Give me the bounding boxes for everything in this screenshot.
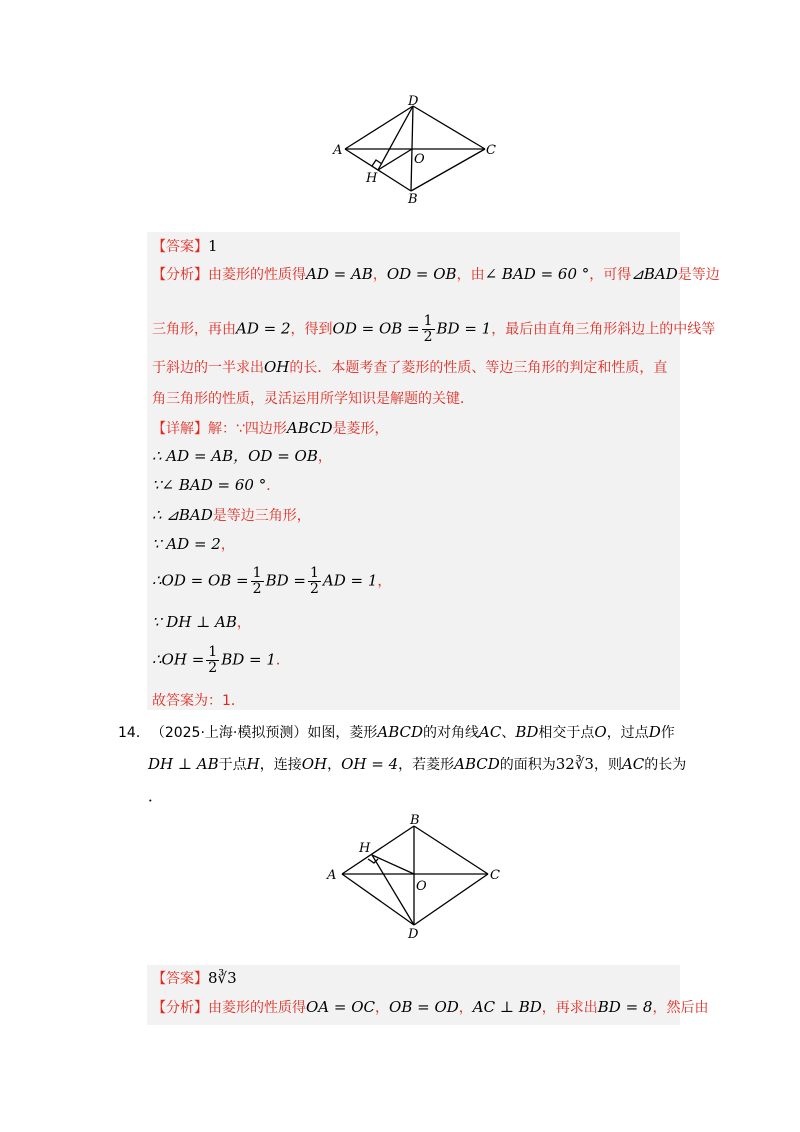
math: 32∛3 — [555, 755, 594, 773]
text: （2025·上海·模拟预测）如图，菱形 — [157, 725, 378, 741]
fig1-label-d: D — [408, 94, 419, 109]
text: 由菱形的性质得 — [208, 267, 306, 283]
text: 角三角形的性质，灵活运用所学知识是解题的关键． — [152, 391, 474, 407]
math: O — [594, 723, 607, 741]
final-answer-line — [152, 690, 245, 711]
detail-line-7 — [152, 612, 251, 633]
math: D — [648, 723, 661, 741]
numerator: 1 — [423, 313, 433, 329]
math: ∴OD = OB = — [152, 571, 249, 590]
detail-line-4 — [152, 505, 311, 526]
denominator: 2 — [252, 581, 262, 597]
answer-line-2 — [152, 968, 237, 989]
detail-line-5 — [152, 534, 235, 555]
fig1-label-a: A — [333, 143, 343, 158]
text: ，再求出 — [541, 1000, 598, 1016]
denominator: 2 — [208, 660, 218, 676]
text: ． — [148, 787, 164, 805]
analysis-tag: 【分析】 — [152, 267, 208, 283]
text: ． — [275, 652, 290, 669]
math: ∵ AD = 2 — [152, 535, 221, 553]
text: 故答案为：1． — [152, 693, 245, 709]
math: ∵ DH ⊥ AB — [152, 613, 237, 631]
text: ， — [375, 1000, 390, 1016]
text: ，若菱形 — [398, 757, 455, 773]
math: OB = OD — [389, 998, 459, 1016]
math: ABCD — [377, 723, 423, 741]
math: BD = 1 — [436, 319, 492, 338]
math: ∴OH = — [152, 650, 205, 669]
text: ，则 — [593, 757, 622, 773]
question-14-line-1 — [118, 722, 675, 743]
analysis-tag-2: 【分析】 — [152, 1000, 208, 1016]
fraction — [206, 645, 219, 676]
answer-tag-2: 【答案】 — [152, 971, 208, 987]
math: ⊿BAD — [631, 265, 678, 283]
numerator: 1 — [309, 565, 319, 581]
text: ，连接 — [259, 757, 302, 773]
text: 的面积为 — [499, 757, 556, 773]
analysis-line-2 — [152, 314, 715, 345]
answer-value: 1 — [208, 237, 218, 255]
text: ，最后由直角三角形斜边上的中线等 — [491, 321, 716, 338]
text: 的长为 — [644, 757, 687, 773]
detail-line-2 — [152, 446, 332, 467]
fig1-label-h: H — [366, 171, 378, 186]
numerator: 1 — [208, 644, 218, 660]
math: ∠ BAD = 60 ° — [484, 265, 590, 283]
math: AD = AB — [306, 265, 373, 283]
math: AD = 1 — [322, 571, 378, 590]
text: 由菱形的性质得 — [208, 1000, 306, 1016]
text: ， — [317, 449, 332, 465]
math: OH — [264, 358, 290, 376]
math: OH — [301, 755, 328, 773]
analysis-line-3 — [152, 357, 667, 378]
numerator: 1 — [252, 565, 262, 581]
fig1-label-c: C — [486, 143, 496, 158]
text: 三角形，再由 — [152, 321, 236, 338]
math: AC — [621, 755, 645, 773]
math: BD = 8 — [597, 998, 653, 1016]
text: 、 — [501, 725, 516, 741]
text: ， — [236, 615, 251, 631]
text: 于点 — [218, 757, 247, 773]
answer-panel-1 — [147, 232, 680, 710]
text: ， — [220, 537, 235, 553]
fig2-label-d: D — [408, 927, 419, 942]
denominator: 2 — [309, 581, 319, 597]
detail-line-8 — [152, 645, 290, 676]
math: BD = 1 — [221, 650, 276, 669]
fraction — [251, 566, 264, 597]
question-number: 14． — [118, 725, 150, 741]
text: 是等边三角形， — [212, 508, 311, 524]
text: 解：∵四边形 — [208, 421, 287, 437]
math: OD = OB — [386, 265, 457, 283]
text: ， — [458, 1000, 473, 1016]
detail-line-3 — [152, 475, 280, 496]
text: ，可得 — [589, 267, 632, 283]
analysis-line-1 — [152, 264, 720, 285]
math: AC ⊥ BD — [472, 998, 542, 1016]
fig2-label-c: C — [490, 868, 500, 883]
math: H — [246, 755, 260, 773]
analysis-line-4 — [152, 388, 474, 409]
fig1-label-o: O — [414, 152, 425, 167]
math: OH = 4 — [341, 755, 399, 773]
rhombus-figure-2 — [322, 810, 512, 942]
math: ∵∠ BAD = 60 ° — [152, 476, 267, 494]
detail-line-1 — [152, 418, 389, 439]
math: ABCD — [286, 419, 333, 437]
math: ∴ ⊿BAD — [152, 506, 213, 524]
detail-tag: 【详解】 — [152, 421, 208, 437]
rhombus-figure-1 — [330, 92, 500, 207]
question-14-line-3 — [148, 786, 163, 806]
math: BD — [515, 723, 539, 741]
math: AC — [479, 723, 502, 741]
analysis-line-q14 — [152, 997, 708, 1018]
text: ， — [327, 757, 342, 773]
text: 是等边 — [677, 267, 720, 283]
denominator: 2 — [423, 329, 433, 345]
fig2-label-b: B — [410, 813, 420, 828]
fraction — [308, 566, 321, 597]
fig2-label-o: O — [416, 879, 427, 894]
math: OD = OB = — [332, 319, 420, 338]
text: 的长．本题考查了菱形的性质、等边三角形的判定和性质，直 — [289, 360, 668, 376]
text: 是菱形， — [332, 421, 389, 437]
math: BD = — [265, 571, 306, 590]
text: ． — [266, 478, 281, 494]
detail-line-6 — [152, 566, 391, 597]
text: ，得到 — [290, 321, 333, 338]
answer-line-1 — [152, 236, 218, 257]
text: 相交于点 — [538, 725, 595, 741]
math: DH ⊥ AB — [148, 755, 219, 773]
math: OA = OC — [306, 998, 376, 1016]
fig2-label-h: H — [359, 841, 371, 856]
text: ，由 — [456, 267, 485, 283]
fraction — [422, 314, 435, 345]
math: AD = 2 — [236, 319, 291, 338]
math: ABCD — [454, 755, 500, 773]
math: ∴ AD = AB，OD = OB — [152, 447, 318, 465]
text: 作 — [660, 725, 675, 741]
text: 于斜边的一半求出 — [152, 360, 264, 376]
answer-tag: 【答案】 — [152, 239, 208, 255]
fig1-label-b: B — [408, 192, 418, 207]
text: ， — [377, 573, 392, 590]
text: ， — [372, 267, 387, 283]
text: ，然后由 — [652, 1000, 709, 1016]
question-14-line-2 — [148, 754, 686, 775]
answer-value-2: 8∛3 — [208, 969, 237, 987]
fig2-label-a: A — [327, 868, 337, 883]
text: ，过点 — [606, 725, 649, 741]
text: 的对角线 — [423, 725, 479, 741]
